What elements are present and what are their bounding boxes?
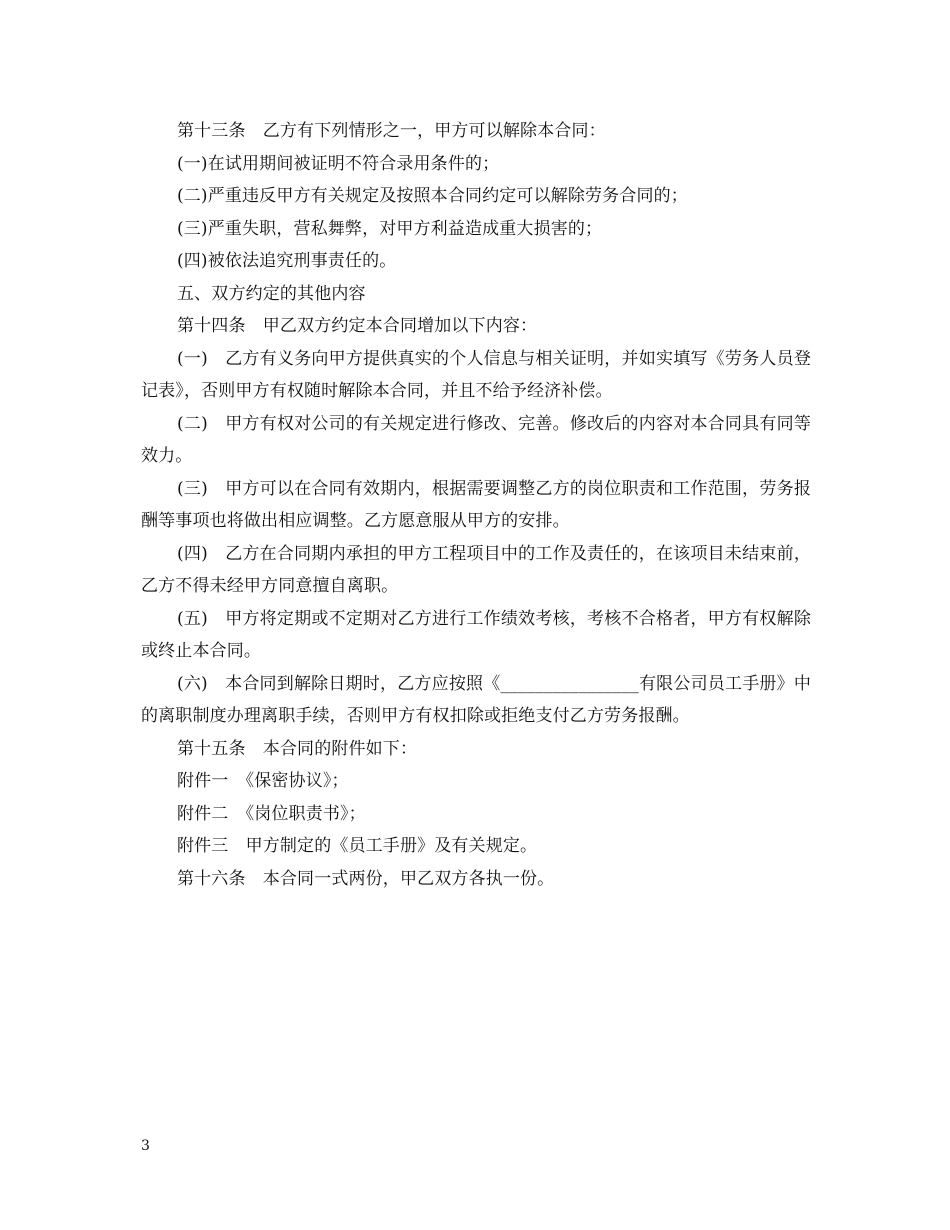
clause-13-item-1: (一)在试用期间被证明不符合录用条件的； <box>177 153 500 174</box>
clause-13-item-3: (三)严重失职，营私舞弊，对甲方利益造成重大损害的； <box>177 218 603 239</box>
clause-16: 第十六条 本合同一式两份，甲乙双方各执一份。 <box>177 868 555 889</box>
clause-13-item-4: (四)被依法追究刑事责任的。 <box>177 251 397 271</box>
clause-14-item-6: (六) 本合同到解除日期时，乙方应按照《________________有限公司员工手册》中的离职制度办理离职手续，否则甲方有权扣除或拒绝支付乙方劳务报酬。 <box>141 673 811 726</box>
clause-15-heading: 第十五条 本合同的附件如下： <box>177 738 418 759</box>
clause-14-item-5: (五) 甲方将定期或不定期对乙方进行工作绩效考核，考核不合格者，甲方有权解除或终止本合同。 <box>141 608 811 661</box>
attachment-2: 附件二 《岗位职责书》； <box>177 803 366 824</box>
clause-13-item-2: (二)严重违反甲方有关规定及按照本合同约定可以解除劳务合同的； <box>177 186 688 206</box>
attachment-3: 附件三 甲方制定的《员工手册》及有关规定。 <box>177 836 538 856</box>
attachment-1: 附件一 《保密协议》； <box>177 771 349 791</box>
clause-14-heading: 第十四条 甲乙双方约定本合同增加以下内容： <box>177 316 538 336</box>
clause-14-item-3: (三) 甲方可以在合同有效期内，根据需要调整乙方的岗位职责和工作范围，劳务报酬等事项也将做出相应调整。乙方愿意服从甲方的安排。 <box>141 478 811 531</box>
clause-14-item-4: (四) 乙方在合同期内承担的甲方工程项目中的工作及责任的，在该项目未结束前，乙方不得未经甲方同意擅自离职。 <box>141 543 811 596</box>
clause-14-item-1: (一) 乙方有义务向甲方提供真实的个人信息与相关证明，并如实填写《劳务人员登记表》，否则甲方有权随时解除本合同，并且不给予经济补偿。 <box>141 348 811 401</box>
document-body <box>141 115 811 895</box>
clause-14-item-2: (二) 甲方有权对公司的有关规定进行修改、完善。修改后的内容对本合同具有同等效力。 <box>141 413 811 466</box>
page-number: 3 <box>141 1138 150 1154</box>
section-5-heading: 五、双方约定的其他内容 <box>177 283 366 304</box>
clause-13-heading: 第十三条 乙方有下列情形之一，甲方可以解除本合同： <box>177 121 606 141</box>
